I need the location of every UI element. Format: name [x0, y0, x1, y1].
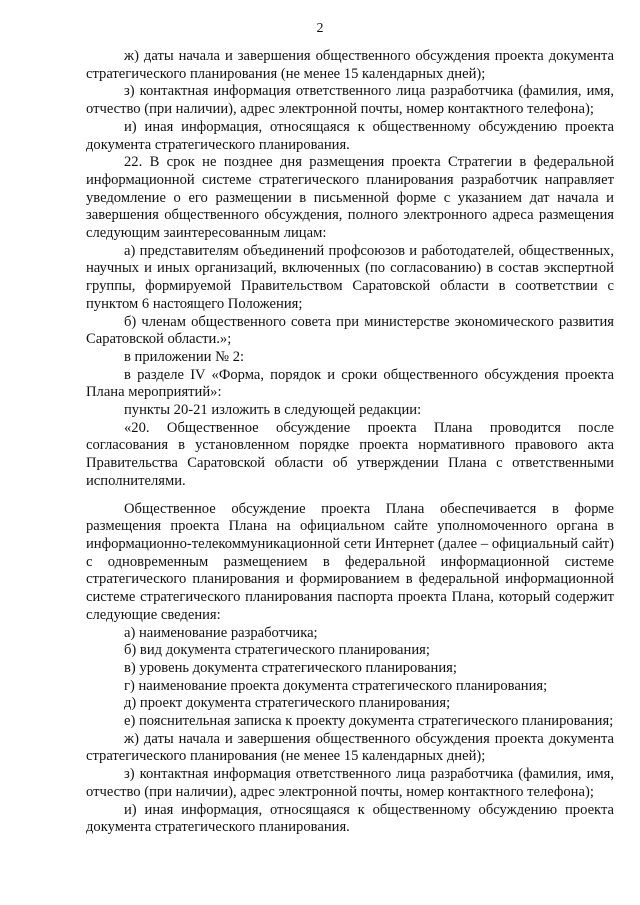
- document-body: [86, 48, 614, 837]
- paragraph-points-20-21: пункты 20-21 изложить в следующей редакции:: [124, 402, 422, 419]
- page-number: 2: [316, 21, 324, 36]
- list-item-z-contact: з) контактная информация ответственного лица разработчика (фамилия, имя, отчество (при наличии), адрес электронной почты, номер контактного телефона);: [86, 766, 614, 800]
- paragraph-i-other-info: и) иная информация, относящаяся к общественному обсуждению проекта документа стратегического планирования.: [86, 118, 614, 153]
- list-item-v-document-level: в) уровень документа стратегического планирования;: [124, 659, 457, 676]
- paragraph-zh-dates: ж) даты начала и завершения общественного обсуждения проекта документа стратегического планирования (не менее 15 календарных дней);: [86, 48, 614, 82]
- paragraph-z-contact: з) контактная информация ответственного лица разработчика (фамилия, имя, отчество (при наличии), адрес электронной почты, номер контактного телефона);: [86, 83, 614, 118]
- list-item-e-explanatory-note: е) пояснительная записка к проекту документа стратегического планирования;: [124, 713, 614, 730]
- list-item-a-developer: а) наименование разработчика;: [124, 624, 318, 641]
- list-item-d-project-document: д) проект документа стратегического планирования;: [124, 695, 451, 712]
- paragraph-placement-info: Общественное обсуждение проекта Плана обеспечивается в форме размещения проекта Плана на официальном сайте уполномоченного органа в информационно-телекоммуникационной сети Интернет (далее – официальный сайт) с одновременным размещением в федеральной информационной системе стратегического планирования и формированием в федеральной информационной системе стратегического планирования паспорта проекта Плана, который содержит следующие сведения:: [86, 500, 614, 623]
- paragraph-a-representatives: а) представителям объединений профсоюзов и работодателей, общественных, научных и иных организаций, включенных (по согласованию) в состав экспертной группы, формируемой Правительством Саратовской области в соответствии с пунктом 6 настоящего Положения;: [86, 242, 614, 312]
- paragraph-section-iv: в разделе IV «Форма, порядок и сроки общественного обсуждения проекта Плана мероприятий»:: [86, 366, 614, 401]
- paragraph-22-notification: 22. В срок не позднее дня размещения проекта Стратегии в федеральной информационной системе стратегического планирования разработчик направляет уведомление о его размещении в письменной форме с указанием дат начала и завершения общественного обсуждения, полного электронного адреса размещения следующим заинтересованным лицам:: [86, 154, 614, 242]
- list-item-b-document-type: б) вид документа стратегического планирования;: [124, 642, 430, 659]
- list-item-g-project-name: г) наименование проекта документа стратегического планирования;: [124, 677, 548, 694]
- list-item-i-other-info: и) иная информация, относящаяся к общественному обсуждению проекта документа стратегического планирования.: [86, 801, 614, 836]
- paragraph-appendix-2: в приложении № 2:: [124, 348, 245, 365]
- paragraph-b-public-council: б) членам общественного совета при министерстве экономического развития Саратовской области.»;: [86, 313, 614, 348]
- paragraph-20-public-discussion: «20. Общественное обсуждение проекта Плана проводится после согласования в установленном порядке проекта нормативного правового акта Правительства Саратовской области об утверждении Плана с ответственными исполнителями.: [86, 419, 614, 489]
- list-item-zh-dates: ж) даты начала и завершения общественного обсуждения проекта документа стратегического планирования (не менее 15 календарных дней);: [86, 730, 614, 765]
